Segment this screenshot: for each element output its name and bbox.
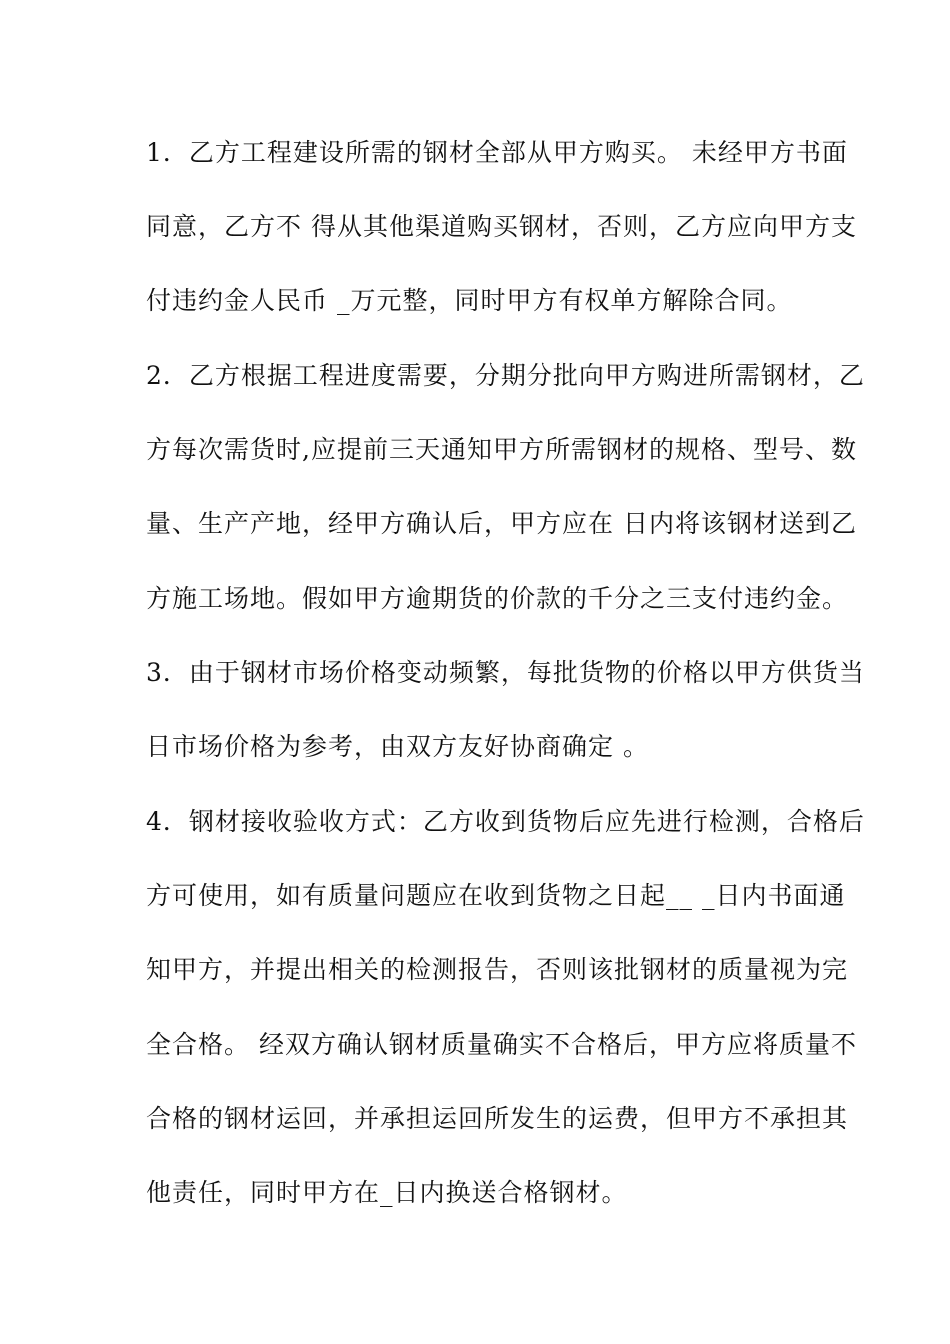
- clause-2-line-1: 2．乙方根据工程进度需要，分期分批向甲方购进所需钢材，乙: [146, 361, 865, 390]
- clause-2-line-4: 方施工场地。假如甲方逾期货的价款的千分之三支付违约金。: [146, 584, 849, 613]
- clause-4-line-3: 知甲方，并提出相关的检测报告，否则该批钢材的质量视为完: [146, 955, 849, 984]
- clause-1-line-1: 1．乙方工程建设所需的钢材全部从甲方购买。 未经甲方书面: [146, 138, 848, 167]
- clause-4-line-6: 他责任，同时甲方在_日内换送合格钢材。: [146, 1178, 628, 1207]
- clause-4-line-5: 合格的钢材运回，并承担运回所发生的运费，但甲方不承担其: [146, 1104, 849, 1133]
- clause-4-line-1: 4．钢材接收验收方式：乙方收到货物后应先进行检测，合格后: [146, 807, 865, 836]
- clause-2-line-3: 量、生产产地，经甲方确认后，甲方应在 日内将该钢材送到乙: [146, 509, 857, 538]
- clause-4-line-2: 方可使用，如有质量问题应在收到货物之日起__ _日内书面通: [146, 881, 846, 910]
- clause-2-line-2: 方每次需货时,应提前三天通知甲方所需钢材的规格、型号、数: [146, 435, 857, 464]
- clause-3-line-1: 3．由于钢材市场价格变动频繁，每批货物的价格以甲方供货当: [146, 658, 865, 687]
- clause-4-line-4: 全合格。 经双方确认钢材质量确实不合格后，甲方应将质量不: [146, 1030, 857, 1059]
- clause-1-line-2: 同意，乙方不 得从其他渠道购买钢材，否则，乙方应向甲方支: [146, 212, 857, 241]
- clause-1-line-3: 付违约金人民币 _万元整，同时甲方有权单方解除合同。: [146, 286, 793, 315]
- clause-3-line-2: 日市场价格为参考，由双方友好协商确定 。: [146, 732, 649, 761]
